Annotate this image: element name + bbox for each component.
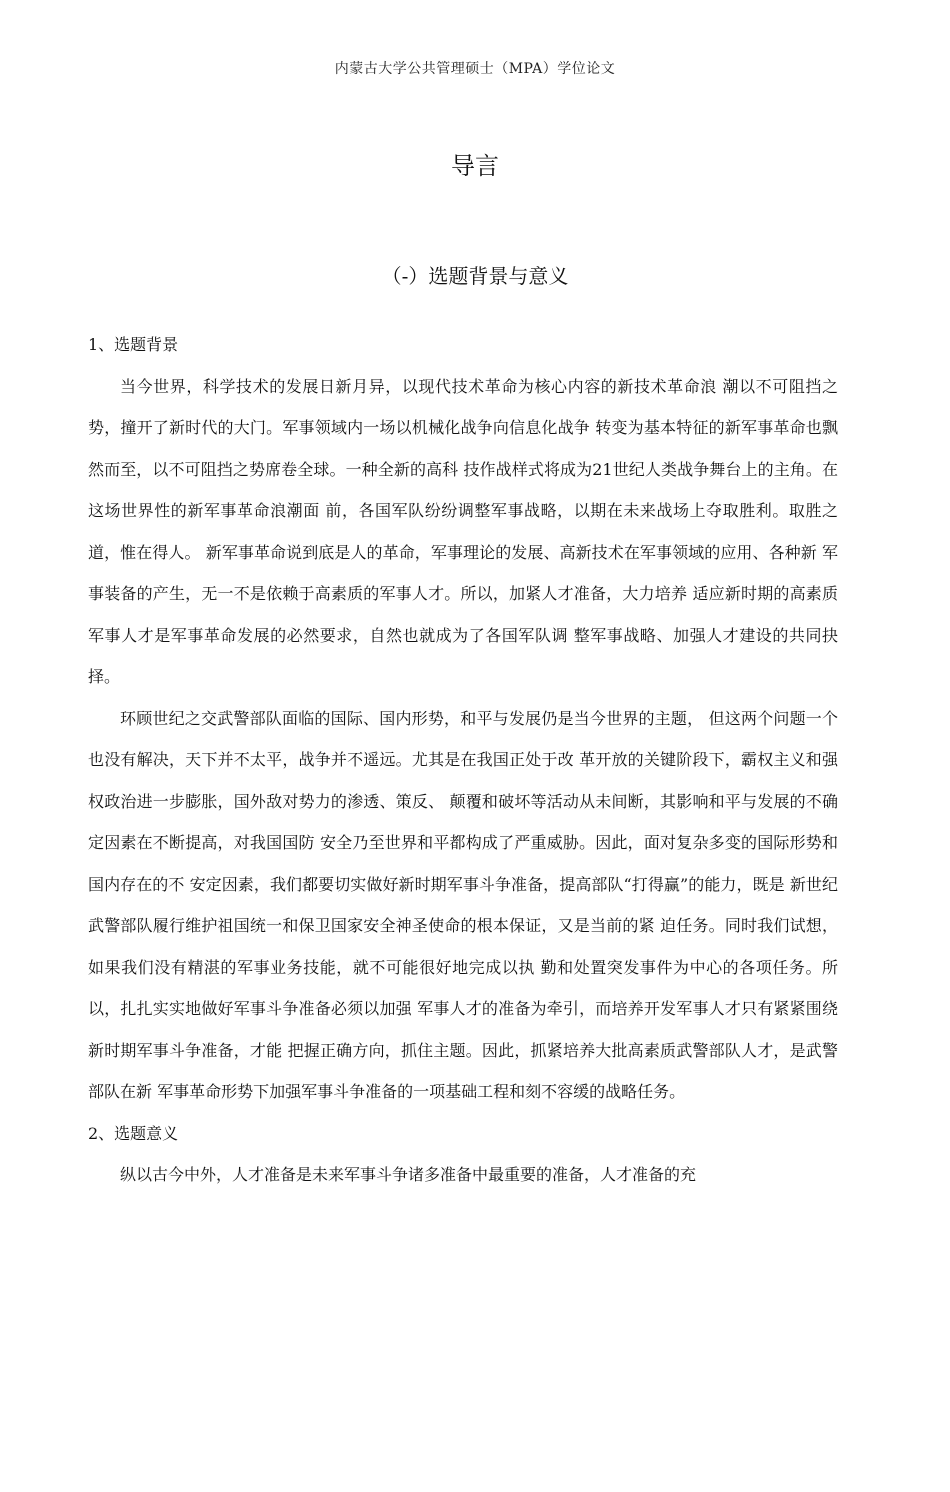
paragraph: 当今世界，科学技术的发展日新月异，以现代技术革命为核心内容的新技术革命浪 潮以不可阻挡之势，撞开了新时代的大门。军事领域内一场以机械化战争向信息化战争 转变为基本特征的新军事革命也飘然而至，以不可阻挡之势席卷全球。一种全新的高科 技作战样式将成为21世纪人类战争舞台上的主角。在这场世界性的新军事革命浪潮面 前，各国军队纷纷调整军事战略，以期在未来战场上夺取胜利。取胜之道，惟在得人。 新军事革命说到底是人的革命，军事理论的发展、高新技术在军事领域的应用、各种新 军事装备的产生，无一不是依赖于高素质的军事人才。所以，加紧人才准备，大力培养 适应新时期的高素质军事人才是军事革命发展的必然要求，自然也就成为了各国军队调 整军事战略、加强人才建设的共同抉择。 bbox=[88, 376, 838, 686]
chapter-title: 导言 bbox=[451, 152, 499, 180]
section-title: （-）选题背景与意义 bbox=[381, 264, 569, 288]
subheading-significance: 2、选题意义 bbox=[88, 1123, 179, 1143]
paragraph: 纵以古今中外，人才准备是未来军事斗争诸多准备中最重要的准备，人才准备的充 bbox=[120, 1165, 697, 1184]
body-text bbox=[88, 324, 838, 1196]
subheading-background: 1、选题背景 bbox=[88, 335, 179, 354]
running-header: 内蒙古大学公共管理硕士（MPA）学位论文 bbox=[334, 61, 616, 77]
paragraph: 环顾世纪之交武警部队面临的国际、国内形势，和平与发展仍是当今世界的主题， 但这两个问题一个也没有解决，天下并不太平，战争并不遥远。尤其是在我国正处于改 革开放的关键阶段下，霸权主义和强权政治进一步膨胀，国外敌对势力的渗透、策反、 颠覆和破坏等活动从未间断，其影响和平与发展的不确定因素在不断提高，对我国国防 安全乃至世界和平都构成了严重威胁。因此，面对复杂多变的国际形势和国内存在的不 安定因素，我们都要切实做好新时期军事斗争准备，提高部队“打得赢”的能力，既是 新世纪武警部队履行维护祖国统一和保卫国家安全神圣使命的根本保证，又是当前的紧 迫任务。同时我们试想，如果我们没有精湛的军事业务技能，就不可能很好地完成以执 勤和处置突发事件为中心的各项任务。所以，扎扎实实地做好军事斗争准备必须以加强 军事人才的准备为牵引，而培养开发军事人才只有紧紧围绕新时期军事斗争准备，才能 把握正确方向，抓住主题。因此，抓紧培养大批高素质武警部队人才，是武警部队在新 军事革命形势下加强军事斗争准备的一项基础工程和刻不容缓的战略任务。 bbox=[88, 708, 838, 1101]
